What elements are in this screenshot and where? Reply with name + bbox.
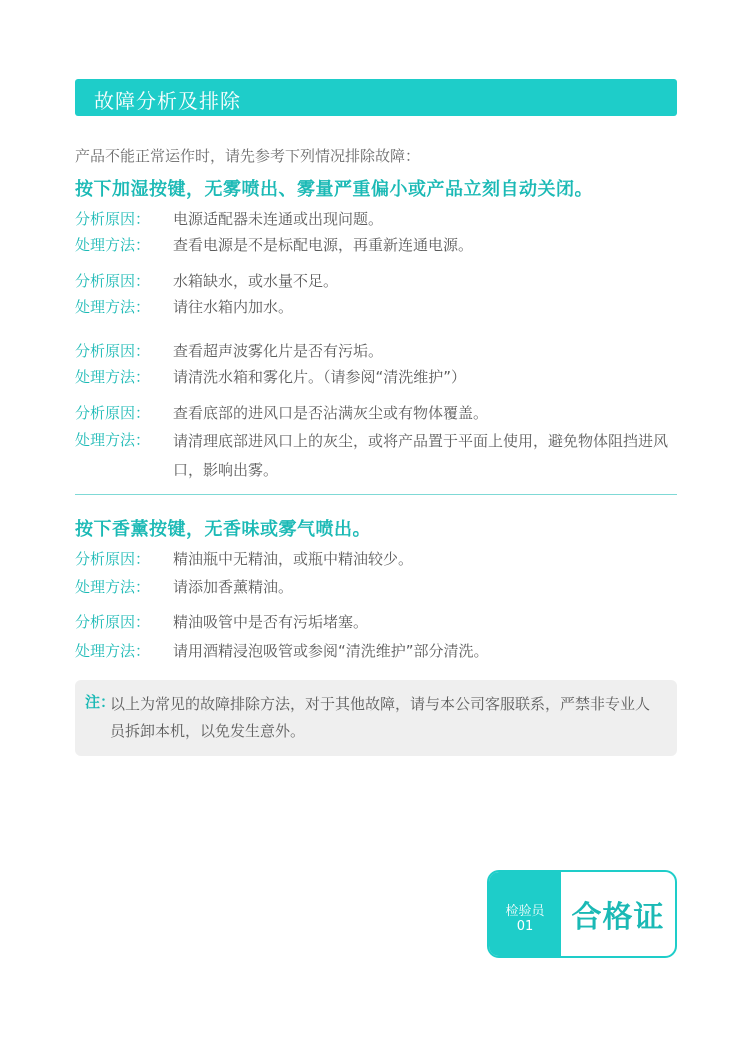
fix-text: 请清洗水箱和雾化片。（请参阅“清洗维护”） [173,368,467,386]
fix-row [75,574,678,600]
fix-label: 处理方法： [75,431,151,449]
section-divider [75,494,677,495]
inspector-id: 01 [516,919,534,934]
note-box [75,680,677,756]
fix-label: 处理方法： [75,298,151,316]
cause-text: 水箱缺水，或水量不足。 [173,272,339,290]
cause-row [75,206,678,232]
fix-row [75,427,678,485]
section-header-title: 故障分析及排除 [94,89,241,113]
cause-label: 分析原因： [75,613,151,631]
cause-label: 分析原因： [75,342,151,360]
cause-label: 分析原因： [75,272,151,290]
intro-text: 产品不能正常运作时，请先参考下列情况排除故障： [75,147,421,165]
fix-label: 处理方法： [75,642,151,660]
cause-text: 查看超声波雾化片是否有污垢。 [173,342,384,360]
fix-row [75,638,678,664]
cause-row [75,546,678,572]
fix-row [75,232,678,258]
fix-text: 请添加香薰精油。 [173,578,294,596]
cause-row [75,268,678,294]
fix-text: 请往水箱内加水。 [173,298,294,316]
cause-text: 精油吸管中是否有污垢堵塞。 [173,613,369,631]
fix-text: 请用酒精浸泡吸管或参阅“清洗维护”部分清洗。 [173,642,489,660]
cause-label: 分析原因： [75,404,151,422]
fix-text: 请清理底部进风口上的灰尘，或将产品置于平面上使用，避免物体阻挡进风口，影响出雾。 [173,432,669,479]
cause-text: 查看底部的进风口是否沾满灰尘或有物体覆盖。 [173,404,489,422]
certificate-title: 合格证 [571,900,665,935]
cause-row [75,338,678,364]
section-header-bar [75,79,677,116]
problem-title-2: 按下香薰按键，无香味或雾气喷出。 [75,519,371,540]
fix-label: 处理方法： [75,236,151,254]
certificate-badge [487,870,677,958]
fix-row [75,294,678,320]
cause-label: 分析原因： [75,550,151,568]
cause-label: 分析原因： [75,210,151,228]
cause-row [75,400,678,426]
problem-title-1: 按下加湿按键，无雾喷出、雾量严重偏小或产品立刻自动关闭。 [75,179,593,200]
fix-row [75,364,678,390]
note-label: 注： [85,693,116,711]
cause-text: 精油瓶中无精油，或瓶中精油较少。 [173,550,414,568]
fix-label: 处理方法： [75,368,151,386]
cause-text: 电源适配器未连通或出现问题。 [173,210,384,228]
inspector-panel [489,872,561,956]
note-text: 以上为常见的故障排除方法，对于其他故障，请与本公司客服联系，严禁非专业人员拆卸本机，以免发生意外。 [110,695,651,740]
fix-text: 查看电源是不是标配电源，再重新连通电源。 [173,236,474,254]
inspector-label: 检验员 [505,904,545,919]
fix-label: 处理方法： [75,578,151,596]
cause-row [75,609,678,635]
